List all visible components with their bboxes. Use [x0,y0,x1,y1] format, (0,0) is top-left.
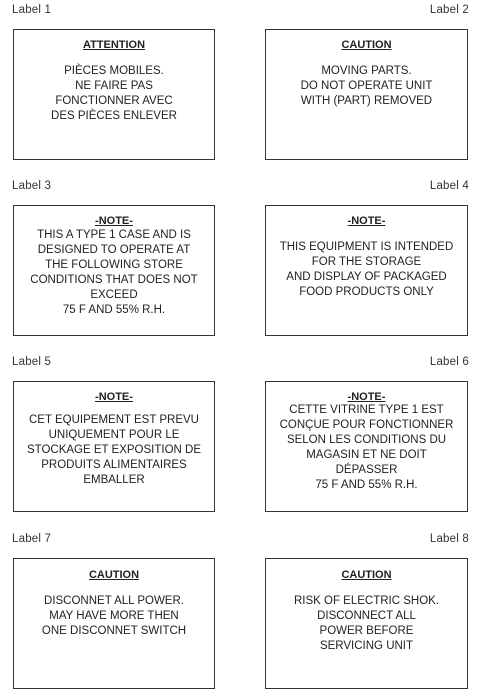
label-1-line: DES PIÈCES ENLEVER [51,110,177,122]
label-8-line: POWER BEFORE [319,625,414,637]
label-3-line: THIS A TYPE 1 CASE AND IS [37,229,191,241]
label-3-heading: -NOTE- [95,215,133,227]
label-8-box [265,558,468,689]
label-6-line: DÉPASSER [335,464,398,476]
label-1-line: PIÈCES MOBILES. [64,65,164,77]
label-3-box [13,205,215,336]
label-3-line: 75 F AND 55% R.H. [62,304,166,316]
label-4-line: FOR THE STORAGE [311,256,422,268]
label-2-line: MOVING PARTS. [321,65,412,77]
label-4-box [265,205,468,336]
label-6-line: CETTE VITRINE TYPE 1 EST [289,404,444,416]
label-2-heading: CAUTION [341,39,392,51]
label-6-heading: -NOTE- [347,391,386,403]
label-6-line: MAGASIN ET NE DOIT [306,449,427,461]
label-3-line: EXCEED [90,289,138,301]
label-1-heading: ATTENTION [82,39,146,51]
label-7-heading: CAUTION [88,569,140,581]
label-4-line: THIS EQUIPMENT IS INTENDED [279,241,454,253]
label-3-line: CONDITIONS THAT DOES NOT [30,274,198,286]
label-8-caption: Label 8 [429,533,469,545]
label-7-line: MAY HAVE MORE THEN [49,610,179,622]
label-8-line: SERVICING UNIT [319,640,414,652]
label-6-box [265,381,468,512]
label-7-caption: Label 7 [12,533,52,545]
label-2-caption: Label 2 [429,4,469,16]
label-5-line: CET EQUIPEMENT EST PREVU [29,414,199,426]
label-8-line: RISK OF ELECTRIC SHOK. [293,595,440,607]
label-5-caption: Label 5 [12,356,52,368]
label-6-line: SELON LES CONDITIONS DU [286,434,447,446]
label-6-line: CONÇUE POUR FONCTIONNER [279,419,454,431]
label-6-caption: Label 6 [429,356,469,368]
label-3-line: DESIGNED TO OPERATE AT [37,244,191,256]
label-1-line: FONCTIONNER AVEC [55,95,173,107]
label-3-caption: Label 3 [12,180,52,192]
label-5-box [13,381,215,512]
label-4-caption: Label 4 [429,180,469,192]
label-6-line: 75 F AND 55% R.H. [315,479,418,491]
label-1-caption: Label 1 [12,4,52,16]
label-7-line: DISCONNET ALL POWER. [44,595,184,607]
label-4-line: FOOD PRODUCTS ONLY [299,286,434,298]
label-1-line: NE FAIRE PAS [75,80,153,92]
label-8-line: DISCONNECT ALL [317,610,416,622]
label-5-line: EMBALLER [83,474,145,486]
label-7-box [13,558,215,689]
label-5-line: PRODUITS ALIMENTAIRES [41,459,187,471]
label-2-line: DO NOT OPERATE UNIT [300,80,433,92]
label-2-box [265,29,468,160]
label-4-line: AND DISPLAY OF PACKAGED [286,271,447,283]
label-3-line: THE FOLLOWING STORE [45,259,183,271]
label-5-heading: -NOTE- [95,391,133,403]
label-5-line: STOCKAGE ET EXPOSITION DE [26,444,202,456]
label-5-line: UNIQUEMENT POUR LE [48,429,180,441]
label-1-box [13,29,215,160]
label-2-line: WITH (PART) REMOVED [300,95,433,107]
label-7-line: ONE DISCONNET SWITCH [41,625,187,637]
label-4-heading: -NOTE- [347,215,386,227]
label-8-heading: CAUTION [341,569,392,581]
